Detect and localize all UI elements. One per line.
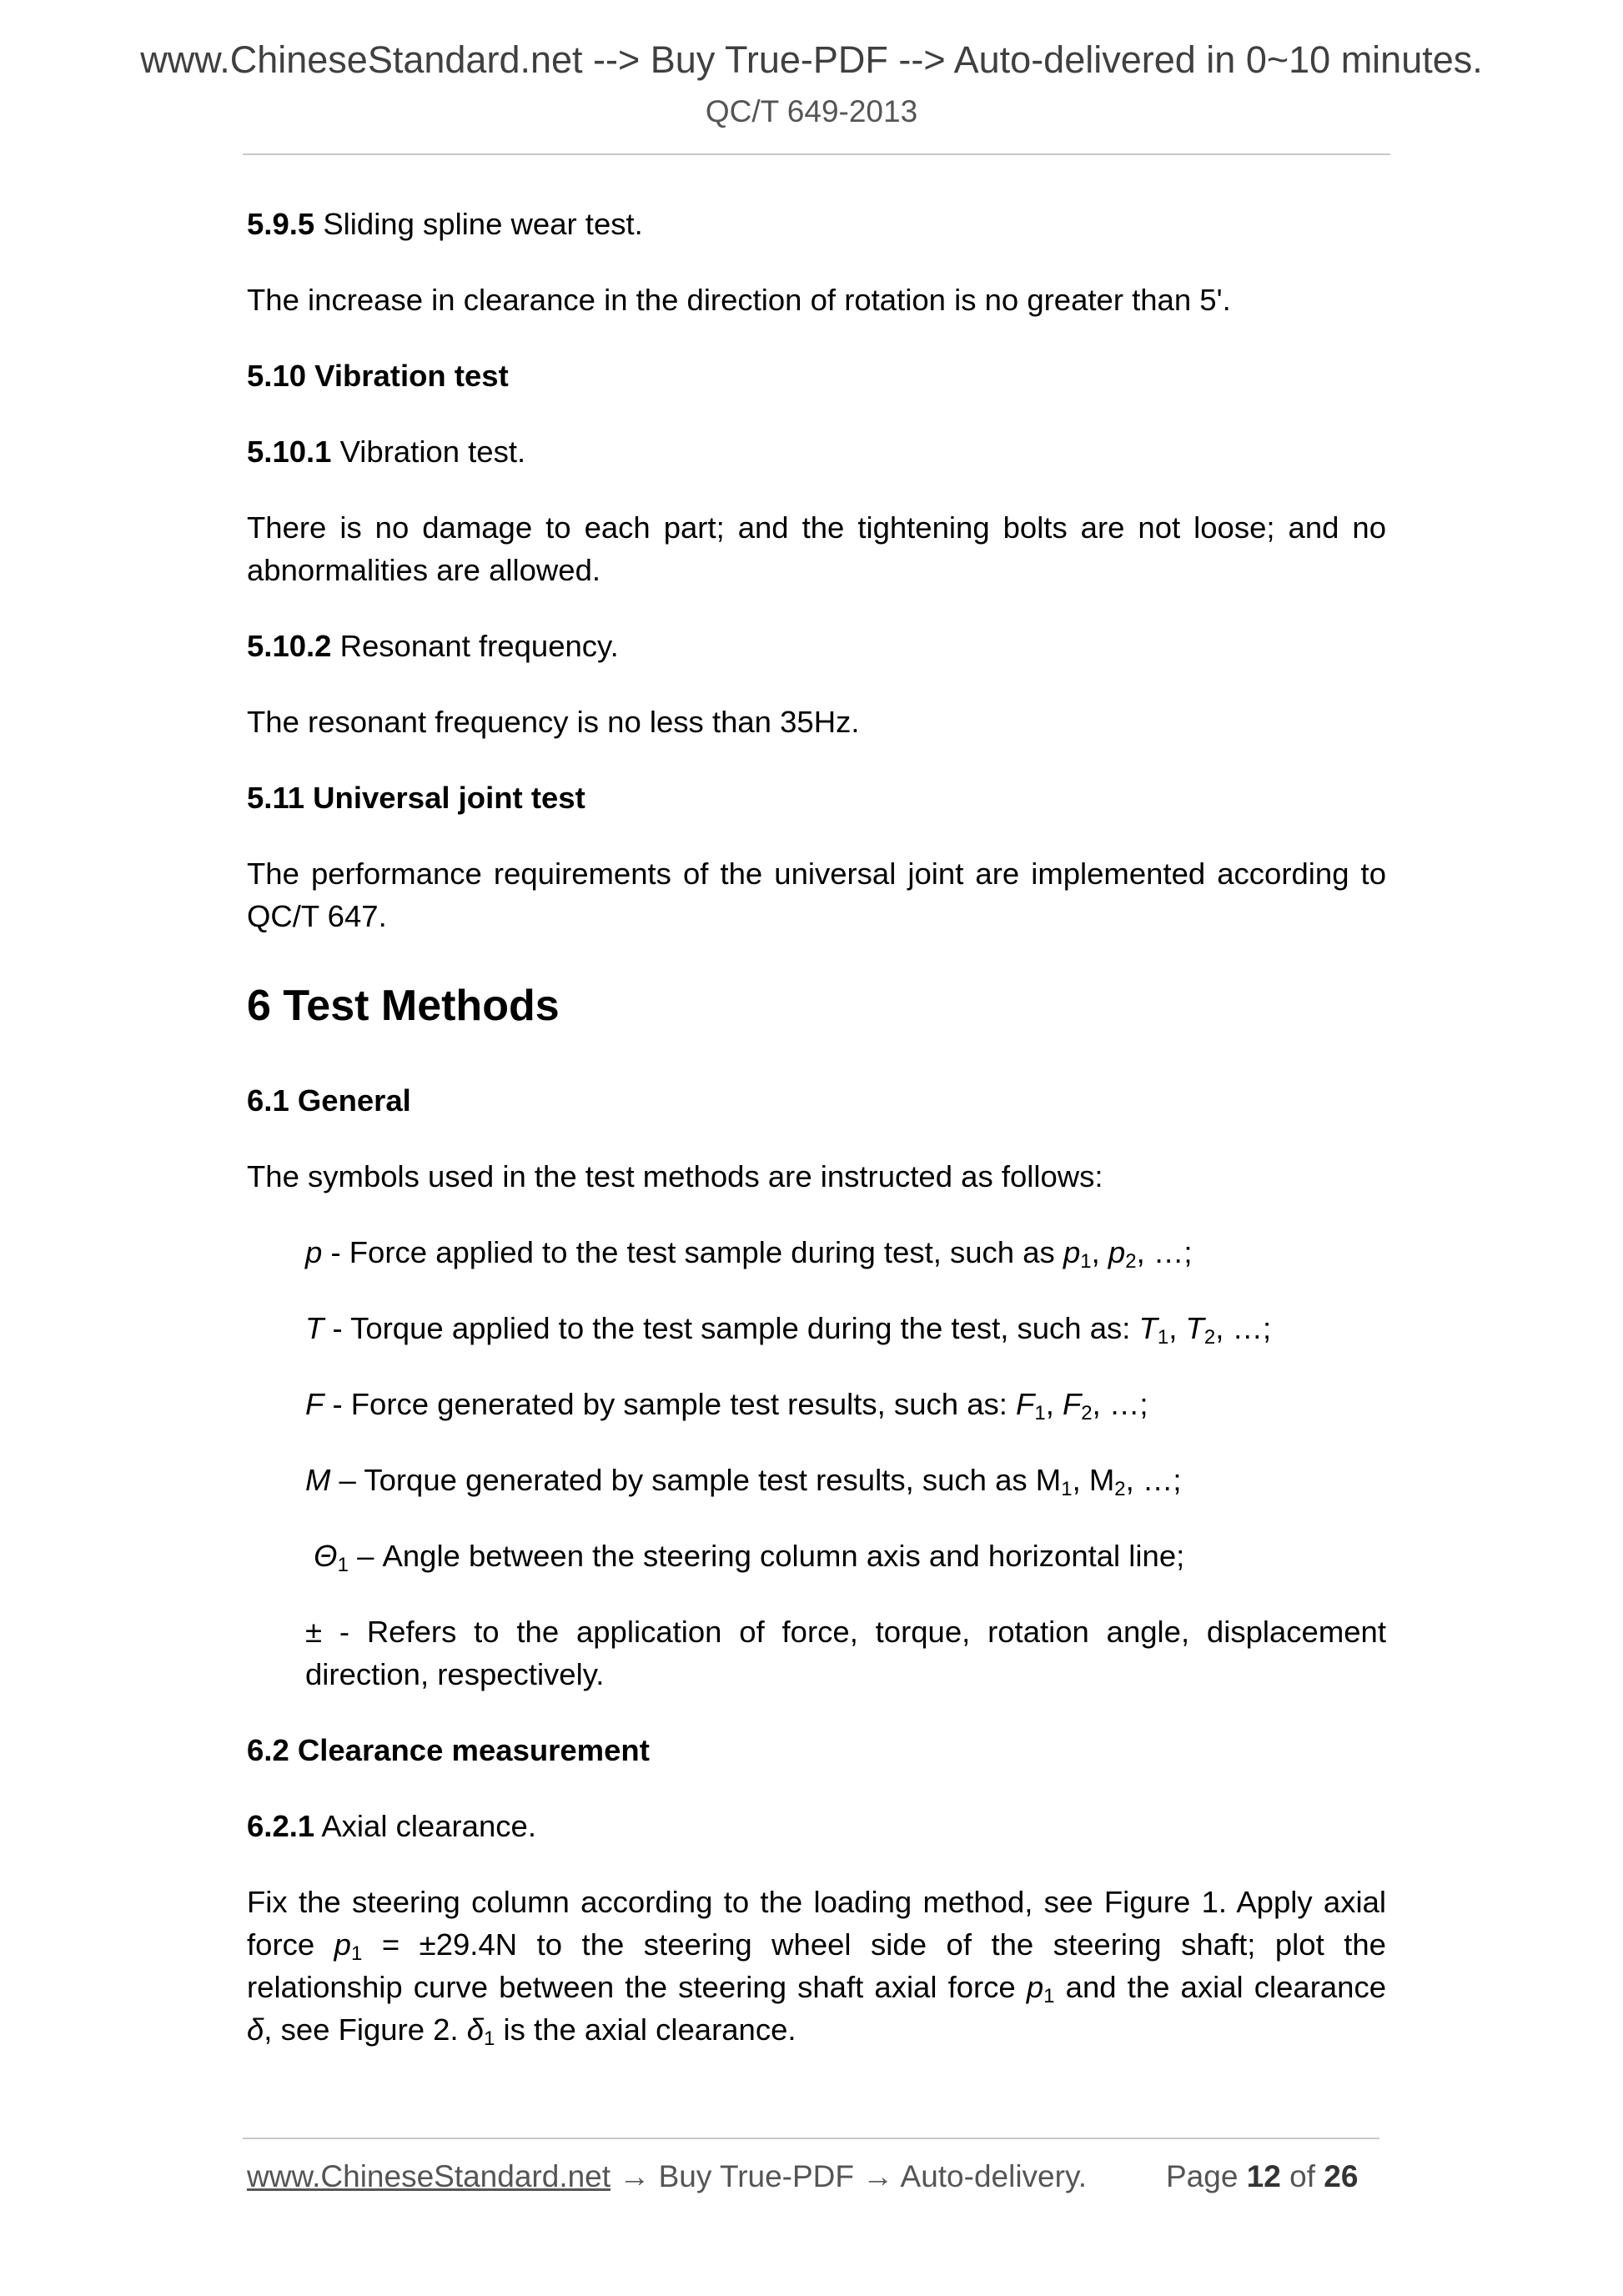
header-banner: www.ChineseStandard.net --> Buy True-PDF --> Auto-delivered in 0~10 minutes. xyxy=(140,38,1483,81)
section-6-1-text: The symbols used in the test methods are instructed as follows: xyxy=(247,1159,1103,1193)
section-5-11-heading: 5.11 Universal joint test xyxy=(247,781,585,815)
symbol-plusminus-item: ± - Refers to the application of force, torque, rotation angle, displacement direction, respectively. xyxy=(305,1615,1386,1691)
section-6-2-1-text: Fix the steering column according to the loading method, see Figure 1. Apply axial force $p_1 = \pm 29.4N$ to the steering wheel side of the steering shaft; plot the relationship curve between the steering shaft axial force $p_1$ and the axial clearance δ, see Figure 2. $\delta_1$ is the axial clearance. xyxy=(247,1885,1386,2050)
symbol-f-item: F - Force generated by sample test results, such as: $F_1$, $F_2$, …; xyxy=(305,1387,1148,1424)
section-5-10-1-heading: 5.10.1 Vibration test. xyxy=(247,435,526,469)
page-content xyxy=(247,203,1386,2084)
section-5-10-2-text: The resonant frequency is no less than 35Hz. xyxy=(247,705,860,739)
symbol-t-item: T - Torque applied to the test sample during the test, such as: $T_1$, $T_2$, …; xyxy=(305,1311,1272,1349)
section-5-9-5-text: The increase in clearance in the direction of rotation is no greater than 5'. xyxy=(247,283,1231,317)
section-5-11-text: The performance requirements of the universal joint are implemented according to QC/T 647. xyxy=(247,857,1386,933)
footer-site-link[interactable]: www.ChineseStandard.net xyxy=(247,2159,611,2193)
symbol-theta-item: $\Theta_1$ – Angle between the steering column axis and horizontal line; xyxy=(314,1539,1185,1576)
header-divider xyxy=(243,153,1390,155)
section-5-10-2-heading: 5.10.2 Resonant frequency. xyxy=(247,629,619,663)
section-5-10-heading: 5.10 Vibration test xyxy=(247,359,509,393)
section-6-1-heading: 6.1 General xyxy=(247,1083,411,1118)
footer-promo: www.ChineseStandard.net → Buy True-PDF → Auto-delivery. xyxy=(247,2159,1087,2193)
section-5-9-5-heading: 5.9.5 Sliding spline wear test. xyxy=(247,207,643,241)
chapter-6-heading: 6 Test Methods xyxy=(247,982,560,1030)
section-6-2-heading: 6.2 Clearance measurement xyxy=(247,1733,650,1767)
section-5-10-1-text: There is no damage to each part; and the tightening bolts are not loose; and no abnormalities are allowed. xyxy=(247,510,1386,587)
standard-code: QC/T 649-2013 xyxy=(705,94,918,128)
symbol-p-item: p - Force applied to the test sample during test, such as $p_1$, $p_2$, …; xyxy=(305,1235,1193,1273)
section-6-2-1-heading: 6.2.1 Axial clearance. xyxy=(247,1809,536,1843)
symbol-m-item: M – Torque generated by sample test results, such as $M_1$, $M_2$, …; xyxy=(305,1463,1182,1500)
footer-divider xyxy=(243,2138,1379,2139)
page-number: Page 12 of 26 xyxy=(1166,2159,1359,2193)
